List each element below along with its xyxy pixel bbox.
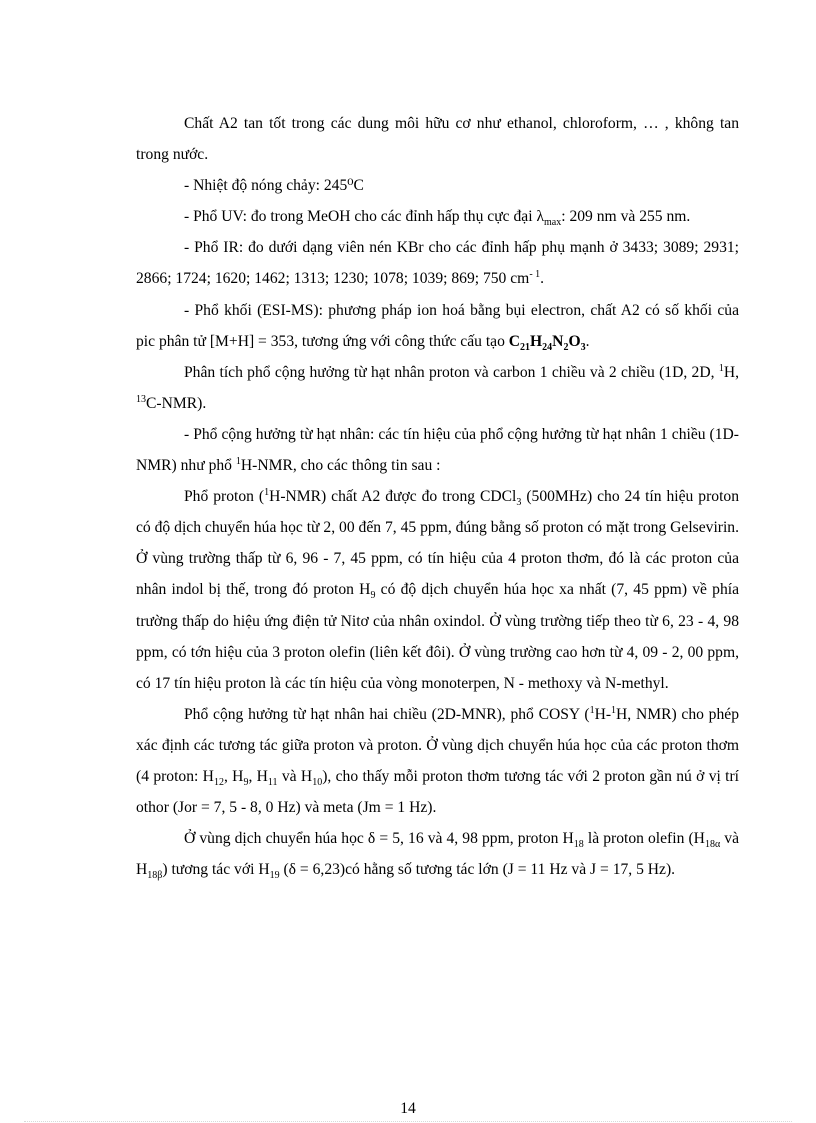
paragraph-solubility: Chất A2 tan tốt trong các dung môi hữu cơ như ethanol, chloroform, … , không tan trong nước.: [136, 115, 739, 164]
paragraph-ir-spectrum: - Phổ IR: đo dưới dạng viên nén KBr cho các đỉnh hấp phụ mạnh ở 3433; 3089; 2931; 2866; 1724; 1620; 1462; 1313; 1230; 1078; 1039; 869; 750 $cm^{- 1}$.: [136, 239, 739, 288]
paragraph-mass-spectrum: - Phổ khối (ESI-MS): phương pháp ion hoá bằng bụi electron, chất A2 có số khối của pic phân tử [M+H] = 353, tương ứng với công thức cấu tạo $C_{21}H_{24}N_2O_3$.: [136, 301, 739, 353]
document-body: [136, 108, 739, 885]
paragraph-1d-nmr: - Phổ cộng hưởng từ hạt nhân: các tín hiệu của phổ cộng hưởng từ hạt nhân 1 chiều (1D-NMR) như phổ $^1$H-NMR, cho các thông tin sau :: [136, 425, 739, 475]
page-number: 14: [400, 1100, 416, 1117]
paragraph-nmr-analysis: Phân tích phổ cộng hưởng từ hạt nhân proton và carbon 1 chiều và 2 chiều (1D, 2D, $^1$H, $^{13}$C-NMR).: [136, 362, 739, 412]
paragraph-proton-nmr: Phổ proton ($^1$H-NMR) chất A2 được đo trong CDCl$_3$ (500MHz) cho 24 tín hiệu proton có độ dịch chuyển húa học từ 2, 00 đến 7, 45 ppm, đúng bằng số proton có mặt trong Gelsevirin. Ở vùng trường thấp từ 6, 96 - 7, 45 ppm, có tín hiệu của 4 proton thơm, đó là các proton của nhân indol bị thế, trong đó proton $H_9$ có độ dịch chuyển húa học xa nhất (7, 45 ppm) về phía trường thấp do hiệu ứng điện tử Nitơ của nhân oxindol. Ở vùng trường tiếp theo từ 6, 23 - 4, 98 ppm, có tớn hiệu của 3 proton olefin (liên kết đôi). Ở vùng trường cao hơn từ 4, 09 - 2, 00 ppm, có 17 tín hiệu proton là các tín hiệu của vòng monoterpen, N - methoxy và N-methyl.: [136, 486, 740, 692]
paragraph-cosy: Phổ cộng hưởng từ hạt nhân hai chiều (2D-MNR), phổ COSY ($^1$H-$^1$H, NMR) cho phép xác định các tương tác giữa proton và proton. Ở vùng dịch chuyển húa học của các proton thơm (4 proton: $H_{12}$, $H_9$, $H_{11}$ và $H_{10}$), cho thấy mỗi proton thơm tương tác với 2 proton gần nú ở vị trí othor (Jor = 7, 5 - 8, 0 Hz) và meta (Jm = 1 Hz).: [136, 704, 740, 817]
paragraph-uv-spectrum: - Phổ UV: đo trong MeOH cho các đỉnh hấp thụ cực đại $\lambda_{max}$: 209 nm và 255 nm.: [184, 208, 691, 229]
paragraph-melting-point: - Nhiệt độ nóng chảy: 245⁰C: [184, 177, 364, 195]
paragraph-olefin: Ở vùng dịch chuyển húa học δ = 5, 16 và 4, 98 ppm, proton $H_{18}$ là proton olefin ($H_{18\alpha}$ và $H_{18\beta}$) tương tác với $H_{19}$ (δ = 6,23)có hằng số tương tác lớn (J = 11 Hz và J = 17, 5 Hz).: [136, 830, 739, 882]
footer-divider: [24, 1121, 792, 1122]
